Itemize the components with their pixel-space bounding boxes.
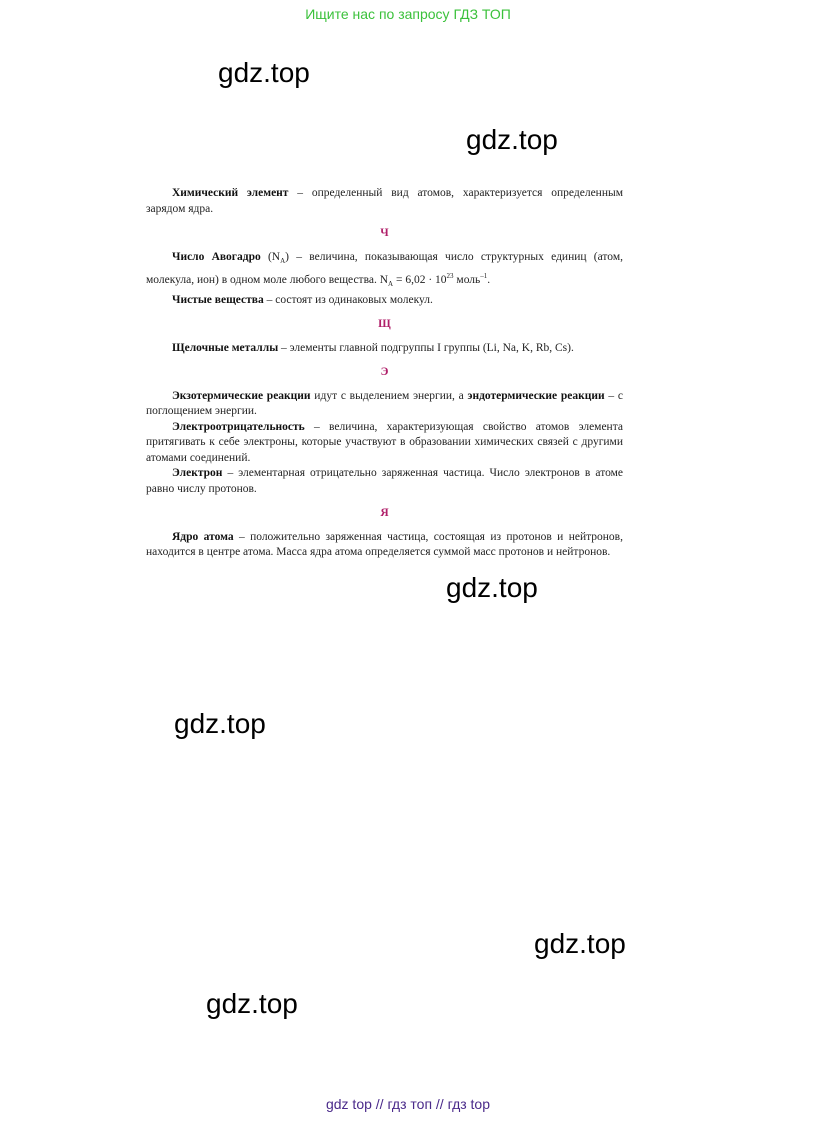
definition-text: – положительно заряженная частица, состоящая из протонов и нейтронов, находится в центре атома. Масса ядра атома определяется суммой масс протонов и нейтронов. xyxy=(146,530,623,558)
definition-atomic-nucleus xyxy=(146,530,623,561)
subscript: A xyxy=(280,256,286,265)
definition-exothermic-reactions xyxy=(146,389,623,420)
watermark: gdz.top xyxy=(174,708,266,739)
superscript: –1 xyxy=(480,272,488,280)
term: Экзотермические реакции xyxy=(172,389,311,402)
definition-avogadro-number xyxy=(146,250,623,293)
glossary-content xyxy=(146,186,623,561)
symbol-na: (N xyxy=(260,250,281,263)
formula-text: = 6,02 · 10 xyxy=(393,274,447,286)
definition-electronegativity xyxy=(146,420,623,467)
top-banner: Ищите нас по запросу ГДЗ ТОП xyxy=(305,6,511,22)
section-letter-ch: Ч xyxy=(380,227,389,239)
watermark: gdz.top xyxy=(466,124,558,155)
watermark: gdz.top xyxy=(534,928,626,959)
definition-pure-substances xyxy=(146,293,623,309)
definition-alkali-metals xyxy=(146,341,623,357)
term: эндотермические реакции xyxy=(467,389,605,402)
definition-text: – элементарная отрицательно заряженная частица. Число электронов в атоме равно числу протонов. xyxy=(146,467,623,495)
section-letter-ya: Я xyxy=(380,507,389,519)
watermark: gdz.top xyxy=(206,988,298,1019)
definition-text: – величина, характеризующая свойство атомов элемента притягивать к себе электроны, которые участвуют в образовании химических связей с другими атомами соединений. xyxy=(146,420,623,464)
term: Электроотрицательность xyxy=(172,420,305,433)
unit-text: моль xyxy=(453,274,481,286)
definition-text: – состоят из одинаковых молекул. xyxy=(263,293,433,306)
definition-text: – определенный вид атомов, характеризуется определенным зарядом ядра. xyxy=(146,187,623,215)
footer-links: gdz top // гдз топ // гдз top xyxy=(325,1096,491,1112)
term: Чистые вещества xyxy=(172,293,264,306)
superscript: 23 xyxy=(446,272,454,280)
term: Щелочные металлы xyxy=(172,341,279,354)
term: Электрон xyxy=(172,467,223,479)
definition-chemical-element xyxy=(146,186,623,217)
definition-text: – элементы главной подгруппы I группы (Li, Na, K, Rb, Cs). xyxy=(278,341,574,354)
term: Химический элемент xyxy=(172,187,289,199)
section-letter-shch: Щ xyxy=(378,318,391,330)
paren-close: ) xyxy=(285,250,290,263)
term: Число Авогадро xyxy=(172,250,261,263)
definition-text: идут с выделением энергии, а xyxy=(310,389,468,402)
period: . xyxy=(487,274,491,286)
watermark: gdz.top xyxy=(218,57,310,88)
subscript: A xyxy=(388,280,394,288)
definition-text: – с поглощением энергии. xyxy=(146,389,624,417)
definition-text: – величина, показывающая число структурных единиц (атом, молекула, ион) в одном моле любого вещества. N xyxy=(146,250,623,286)
term: Ядро атома xyxy=(172,530,234,543)
section-letter-e: Э xyxy=(380,366,389,378)
definition-electron xyxy=(146,466,623,497)
watermark: gdz.top xyxy=(446,572,538,603)
